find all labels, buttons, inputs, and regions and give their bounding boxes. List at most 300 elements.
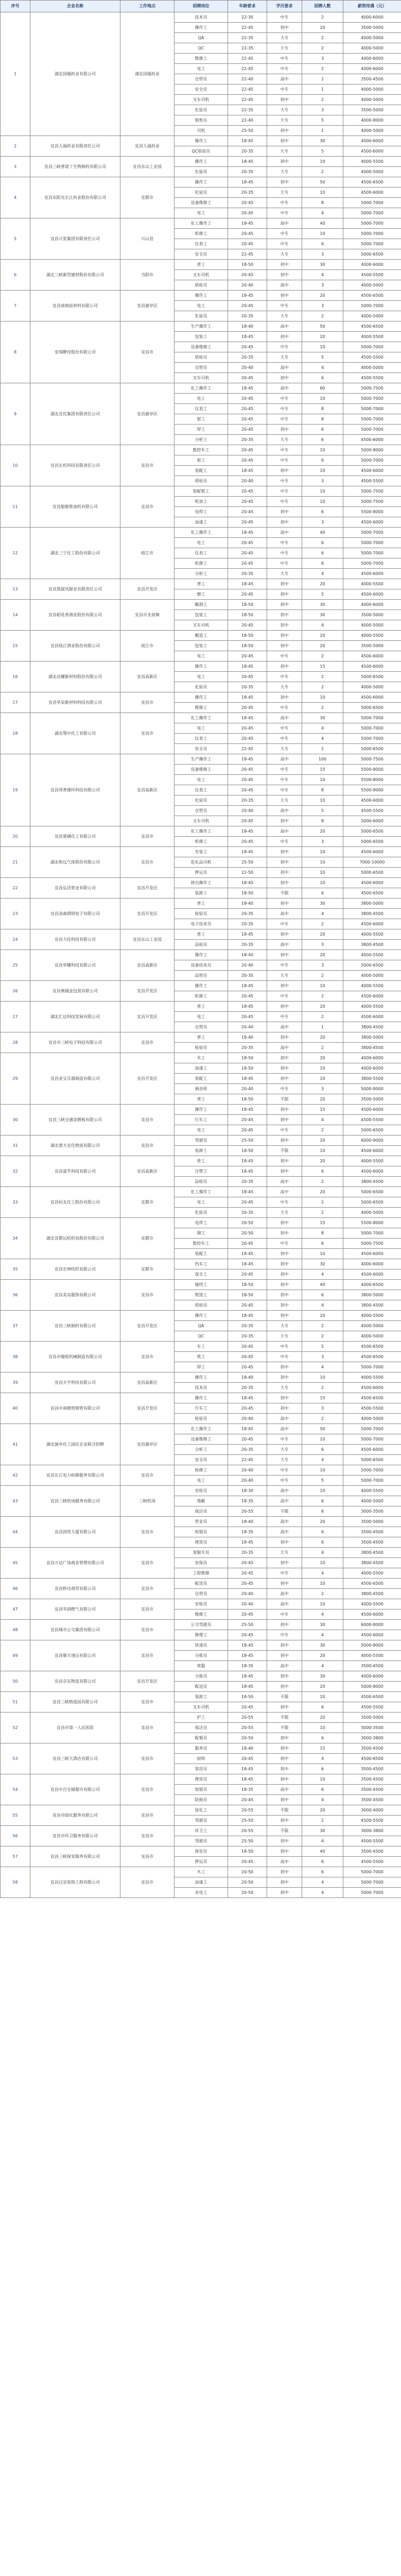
education-requirement: 大专	[267, 249, 302, 260]
work-location: 宜昌开发区	[120, 579, 175, 600]
position: 分析工	[175, 435, 228, 445]
education-requirement: 中专	[267, 1342, 302, 1352]
age-requirement: 20-45	[228, 765, 267, 775]
table-header-row	[1, 1, 401, 12]
row-index: 50	[1, 1671, 30, 1692]
salary: 4000-6000	[343, 1259, 401, 1269]
work-location: 枝江市	[120, 631, 175, 662]
position: 油漆工	[175, 517, 228, 528]
position: 仓管员	[175, 1022, 228, 1032]
education-requirement: 初中	[267, 157, 302, 167]
headcount: 20	[302, 1136, 343, 1146]
headcount: 2	[302, 682, 343, 692]
age-requirement: 18-45	[228, 1156, 267, 1166]
table-row	[1, 1640, 401, 1651]
age-requirement: 20-45	[228, 425, 267, 435]
position: 电工	[175, 208, 228, 218]
education-requirement: 初中	[267, 1403, 302, 1414]
headcount: 10	[302, 229, 343, 239]
position: 包装工	[175, 610, 228, 620]
headcount: 10	[302, 497, 343, 507]
age-requirement: 20-35	[228, 1548, 267, 1558]
age-requirement: 20-45	[228, 651, 267, 662]
age-requirement: 22-50	[228, 868, 267, 878]
salary: 4000-5000	[343, 280, 401, 291]
position: 司机	[175, 126, 228, 136]
headcount: 10	[302, 1465, 343, 1476]
position: 电子技术员	[175, 919, 228, 929]
salary: 4000-5000	[343, 167, 401, 177]
education-requirement: 中专	[267, 1630, 302, 1640]
salary: 4500-5500	[343, 476, 401, 486]
headcount: 2	[302, 1177, 343, 1187]
age-requirement: 18-40	[228, 899, 267, 909]
table-row	[1, 1424, 401, 1434]
age-requirement: 18-45	[228, 1671, 267, 1682]
age-requirement: 20-55	[228, 1805, 267, 1816]
work-location: 宜昌开发区	[120, 1053, 175, 1105]
headcount: 10	[302, 1063, 343, 1074]
row-index: 1	[1, 12, 30, 136]
headcount: 4	[302, 1877, 343, 1888]
age-requirement: 20-35	[228, 167, 267, 177]
position: 普工	[175, 1094, 228, 1105]
education-requirement: 高中	[267, 1496, 302, 1506]
headcount: 8	[302, 785, 343, 795]
position: 电工	[175, 1197, 228, 1208]
headcount: 20	[302, 1805, 343, 1816]
position: 厨师	[175, 1754, 228, 1764]
row-index: 10	[1, 445, 30, 486]
position: 化工操作工	[175, 528, 228, 538]
salary: 3500-5000	[343, 641, 401, 651]
position: 护工	[175, 1713, 228, 1723]
age-requirement: 20-45	[228, 785, 267, 795]
salary: 4000-6000	[343, 1063, 401, 1074]
work-location: 宜都市	[120, 1187, 175, 1218]
education-requirement: 大专	[267, 1383, 302, 1393]
education-requirement: 大专	[267, 795, 302, 806]
headcount: 10	[302, 1074, 343, 1084]
headcount: 1	[302, 1022, 343, 1032]
work-location: 宜昌市	[120, 486, 175, 528]
education-requirement: 初中	[267, 641, 302, 651]
age-requirement: 18-45	[228, 1187, 267, 1197]
row-index: 45	[1, 1548, 30, 1579]
table-row	[1, 1548, 401, 1558]
headcount: 6	[302, 1290, 343, 1300]
position: 叉车司机	[175, 373, 228, 383]
headcount: 3	[302, 960, 343, 971]
position: 普工	[175, 1002, 228, 1012]
age-requirement: 25-50	[228, 1816, 267, 1826]
education-requirement: 初中	[267, 1311, 302, 1321]
age-requirement: 20-45	[228, 455, 267, 466]
position: 铣工	[175, 1352, 228, 1362]
company-name: 宜昌枝江酒业股份有限公司	[30, 631, 120, 662]
age-requirement: 18-45	[228, 157, 267, 167]
company-name: 宜昌桥边商贸有限公司	[30, 1579, 120, 1599]
salary: 5000-7000	[343, 734, 401, 744]
education-requirement: 初中	[267, 136, 302, 146]
education-requirement: 初中	[267, 1846, 302, 1857]
headcount: 8	[302, 404, 343, 414]
salary: 5000-7000	[343, 1465, 401, 1476]
position: 缝纫工	[175, 1280, 228, 1290]
position: 装配钳工	[175, 486, 228, 497]
table-row	[1, 260, 401, 270]
salary: 3500-5000	[343, 1094, 401, 1105]
headcount: 10	[302, 981, 343, 991]
education-requirement: 大专	[267, 33, 302, 43]
headcount: 4	[302, 569, 343, 579]
salary: 4000-5000	[343, 1496, 401, 1506]
age-requirement: 22-35	[228, 43, 267, 54]
education-requirement: 中专	[267, 672, 302, 682]
position: 品管员	[175, 971, 228, 981]
position: 化验员	[175, 105, 228, 115]
education-requirement: 初中	[267, 291, 302, 301]
salary: 3800-4500	[343, 1558, 401, 1568]
salary: 3000-3800	[343, 1826, 401, 1836]
education-requirement: 高中	[267, 1527, 302, 1537]
company-name: 宜昌中百仓储超市有限公司	[30, 1774, 120, 1805]
headcount: 4	[302, 1795, 343, 1805]
position: 磨工	[175, 589, 228, 600]
position: 普工	[175, 1032, 228, 1043]
table-row	[1, 1692, 401, 1702]
position: 危化品司机	[175, 857, 228, 868]
education-requirement: 初中	[267, 517, 302, 528]
work-location: 宜昌市	[120, 321, 175, 383]
education-requirement: 大专	[267, 1208, 302, 1218]
headcount: 4	[302, 1661, 343, 1671]
work-location: 宜昌市	[120, 1826, 175, 1846]
education-requirement: 中专	[267, 1352, 302, 1362]
headcount: 2	[302, 167, 343, 177]
work-location: 宜昌市	[120, 1136, 175, 1156]
education-requirement: 初中	[267, 332, 302, 342]
work-location: 宜昌高新区	[120, 662, 175, 692]
row-index: 3	[1, 157, 30, 177]
age-requirement: 20-45	[228, 517, 267, 528]
salary: 4500-5500	[343, 352, 401, 363]
age-requirement: 22-35	[228, 33, 267, 43]
age-requirement: 20-40	[228, 1465, 267, 1476]
headcount: 4	[302, 1362, 343, 1372]
salary: 4500-6500	[343, 1352, 401, 1362]
position: 仓管员	[175, 806, 228, 816]
row-index: 49	[1, 1640, 30, 1671]
headcount: 2	[302, 1197, 343, 1208]
age-requirement: 18-45	[228, 1774, 267, 1785]
position: 防损员	[175, 1795, 228, 1805]
age-requirement: 20-45	[228, 373, 267, 383]
salary: 4500-6000	[343, 1630, 401, 1640]
table-row	[1, 177, 401, 188]
age-requirement: 20-45	[228, 538, 267, 548]
headcount: 4	[302, 1269, 343, 1280]
position: 操作工	[175, 1311, 228, 1321]
education-requirement: 高中	[267, 74, 302, 84]
age-requirement: 18-50	[228, 631, 267, 641]
salary: 3500-4500	[343, 1527, 401, 1537]
education-requirement: 高中	[267, 1599, 302, 1609]
salary: 4500-6000	[343, 878, 401, 888]
salary: 4500-6000	[343, 1609, 401, 1620]
table-row	[1, 1311, 401, 1321]
education-requirement: 初中	[267, 1816, 302, 1826]
company-name: 宜昌市绿化服务有限公司	[30, 1805, 120, 1826]
education-requirement: 中专	[267, 497, 302, 507]
work-location: 宜昌开发区	[120, 878, 175, 899]
headcount: 3	[302, 1403, 343, 1414]
company-name: 宜昌恒友化工股份有限公司	[30, 1187, 120, 1218]
headcount: 6	[302, 1496, 343, 1506]
salary: 5000-7000	[343, 528, 401, 538]
education-requirement: 初中	[267, 1795, 302, 1805]
education-requirement: 高中	[267, 383, 302, 394]
age-requirement: 20-45	[228, 1609, 267, 1620]
position: 操作工	[175, 1105, 228, 1115]
headcount: 6	[302, 1537, 343, 1548]
salary: 4000-5000	[343, 126, 401, 136]
age-requirement: 18-50	[228, 610, 267, 620]
education-requirement: 初中	[267, 466, 302, 476]
age-requirement: 20-55	[228, 1713, 267, 1723]
position: 焊工	[175, 425, 228, 435]
table-row	[1, 1136, 401, 1146]
table-row	[1, 12, 401, 23]
education-requirement: 初中	[267, 847, 302, 857]
education-requirement: 大专	[267, 1331, 302, 1342]
work-location: 枝江市	[120, 528, 175, 579]
salary: 3500-5000	[343, 610, 401, 620]
table-row	[1, 218, 401, 229]
work-location: 宜昌市	[120, 1640, 175, 1671]
salary: 4000-6500	[343, 1280, 401, 1290]
salary: 4500-5500	[343, 270, 401, 280]
education-requirement: 中专	[267, 1434, 302, 1445]
position: 驾驶员	[175, 1816, 228, 1826]
headcount: 4	[302, 1630, 343, 1640]
position: 操作工	[175, 23, 228, 33]
education-requirement: 初中	[267, 1300, 302, 1311]
education-requirement: 不限	[267, 1805, 302, 1816]
age-requirement: 22-45	[228, 744, 267, 754]
company-name: 宜昌三峡机场服务有限公司	[30, 1486, 120, 1517]
work-location: 宜都市	[120, 1259, 175, 1280]
work-location: 宜昌市	[120, 1280, 175, 1311]
position: 化验员	[175, 1208, 228, 1218]
age-requirement: 20-50	[228, 1218, 267, 1228]
salary: 4500-5500	[343, 1403, 401, 1414]
education-requirement: 初中	[267, 1764, 302, 1774]
table-row	[1, 847, 401, 857]
education-requirement: 高中	[267, 280, 302, 291]
table-row	[1, 1105, 401, 1115]
position: 检修工	[175, 1465, 228, 1476]
company-name: 宜昌三峡制药有限公司	[30, 1311, 120, 1342]
age-requirement: 20-35	[228, 1321, 267, 1331]
headcount: 6	[302, 1239, 343, 1249]
position: 普工	[175, 929, 228, 940]
position: 行车工	[175, 1403, 228, 1414]
age-requirement: 20-40	[228, 476, 267, 486]
age-requirement: 20-45	[228, 837, 267, 847]
age-requirement: 18-45	[228, 1074, 267, 1084]
salary: 4000-5000	[343, 95, 401, 105]
education-requirement: 大专	[267, 1455, 302, 1465]
table-row	[1, 1372, 401, 1383]
salary: 5000-6000	[343, 816, 401, 826]
salary: 3500-4500	[343, 1537, 401, 1548]
age-requirement: 22-45	[228, 64, 267, 74]
education-requirement: 初中	[267, 270, 302, 280]
company-name: 湖北三宁化工股份有限公司	[30, 528, 120, 579]
headcount: 8	[302, 414, 343, 425]
salary: 4500-6000	[343, 517, 401, 528]
headcount: 10	[302, 394, 343, 404]
work-location: 宜昌市	[120, 1805, 175, 1826]
salary: 4500-6000	[343, 692, 401, 703]
work-location: 宜昌高新区	[120, 1372, 175, 1393]
age-requirement: 20-45	[228, 239, 267, 249]
work-location: 宜昌市	[120, 692, 175, 713]
age-requirement: 20-45	[228, 1630, 267, 1640]
salary: 4500-6500	[343, 888, 401, 899]
age-requirement: 20-45	[228, 620, 267, 631]
education-requirement: 不限	[267, 1723, 302, 1733]
age-requirement: 18-40	[228, 1372, 267, 1383]
salary: 3500-4500	[343, 1743, 401, 1754]
age-requirement: 20-55	[228, 1506, 267, 1517]
headcount: 6	[302, 239, 343, 249]
table-row	[1, 445, 401, 455]
salary: 4000-6000	[343, 260, 401, 270]
salary: 4000-6000	[343, 136, 401, 146]
headcount: 20	[302, 23, 343, 33]
education-requirement: 初中	[267, 1053, 302, 1063]
salary: 4000-5500	[343, 1156, 401, 1166]
headcount: 2	[302, 1331, 343, 1342]
work-location: 宜昌市	[120, 847, 175, 878]
age-requirement: 20-35	[228, 919, 267, 929]
salary: 3000-3800	[343, 1733, 401, 1743]
row-index: 22	[1, 878, 30, 899]
age-requirement: 20-45	[228, 1125, 267, 1136]
company-name: 宜昌长机科技有限责任公司	[30, 445, 120, 486]
age-requirement: 20-45	[228, 1300, 267, 1311]
headcount: 3	[302, 249, 343, 260]
education-requirement: 中专	[267, 414, 302, 425]
education-requirement: 中专	[267, 1465, 302, 1476]
age-requirement: 20-35	[228, 971, 267, 981]
education-requirement: 大专	[267, 682, 302, 692]
work-location: 宜昌市	[120, 1105, 175, 1136]
education-requirement: 初中	[267, 981, 302, 991]
age-requirement: 20-45	[228, 1239, 267, 1249]
position: 质检员	[175, 1300, 228, 1311]
headcount: 4	[302, 208, 343, 218]
salary: 4000-5500	[343, 981, 401, 991]
education-requirement: 高中	[267, 940, 302, 950]
education-requirement: 中专	[267, 703, 302, 713]
headcount: 60	[302, 383, 343, 394]
company-name: 宜昌顺丰速运有限公司	[30, 1640, 120, 1671]
headcount: 10	[302, 857, 343, 868]
education-requirement: 大专	[267, 352, 302, 363]
headcount: 2	[302, 1589, 343, 1599]
position: 挤出操作工	[175, 878, 228, 888]
work-location: 宜昌市	[120, 1032, 175, 1053]
table-row	[1, 600, 401, 610]
row-index: 19	[1, 754, 30, 826]
age-requirement: 20-45	[228, 229, 267, 239]
salary: 5500-8000	[343, 765, 401, 775]
age-requirement: 20-45	[228, 301, 267, 311]
education-requirement: 初中	[267, 1218, 302, 1228]
salary: 5000-7500	[343, 486, 401, 497]
headcount: 5	[302, 589, 343, 600]
headcount: 2	[302, 12, 343, 23]
position: 机修工	[175, 558, 228, 569]
headcount: 30	[302, 1671, 343, 1682]
education-requirement: 初中	[267, 1579, 302, 1589]
headcount: 3	[302, 476, 343, 486]
salary: 4500-6500	[343, 1692, 401, 1702]
position: 挡车工	[175, 1259, 228, 1269]
headcount: 6	[302, 558, 343, 569]
headcount: 30	[302, 713, 343, 723]
position: 装配工	[175, 1074, 228, 1084]
position: 安全员	[175, 744, 228, 754]
salary: 4500-6500	[343, 1579, 401, 1589]
table-row	[1, 899, 401, 909]
headcount: 30	[302, 1620, 343, 1630]
education-requirement: 高中	[267, 713, 302, 723]
position: 技术员	[175, 1383, 228, 1393]
headcount: 6	[302, 425, 343, 435]
education-requirement: 初中	[267, 1671, 302, 1682]
headcount: 20	[302, 631, 343, 641]
position: 车工	[175, 1342, 228, 1352]
age-requirement: 20-45	[228, 703, 267, 713]
position: 装配工	[175, 466, 228, 476]
work-location: 宜昌人福药业	[120, 136, 175, 157]
row-index: 56	[1, 1826, 30, 1846]
age-requirement: 18-45	[228, 847, 267, 857]
headcount: 3	[302, 54, 343, 64]
row-index: 27	[1, 1002, 30, 1032]
salary: 4500-5500	[343, 1115, 401, 1125]
company-name: 宜昌美岛服饰有限公司	[30, 1280, 120, 1311]
headcount: 20	[302, 291, 343, 301]
education-requirement: 大专	[267, 1321, 302, 1331]
education-requirement: 初中	[267, 507, 302, 517]
age-requirement: 20-40	[228, 280, 267, 291]
age-requirement: 18-40	[228, 1743, 267, 1754]
headcount: 20	[302, 950, 343, 960]
position: 操作工	[175, 136, 228, 146]
age-requirement: 20-50	[228, 1888, 267, 1898]
position: 营业员	[175, 1517, 228, 1527]
salary: 4500-6000	[343, 146, 401, 157]
age-requirement: 18-45	[228, 1311, 267, 1321]
headcount: 6	[302, 548, 343, 558]
table-row	[1, 1032, 401, 1043]
salary: 4500-6000	[343, 847, 401, 857]
